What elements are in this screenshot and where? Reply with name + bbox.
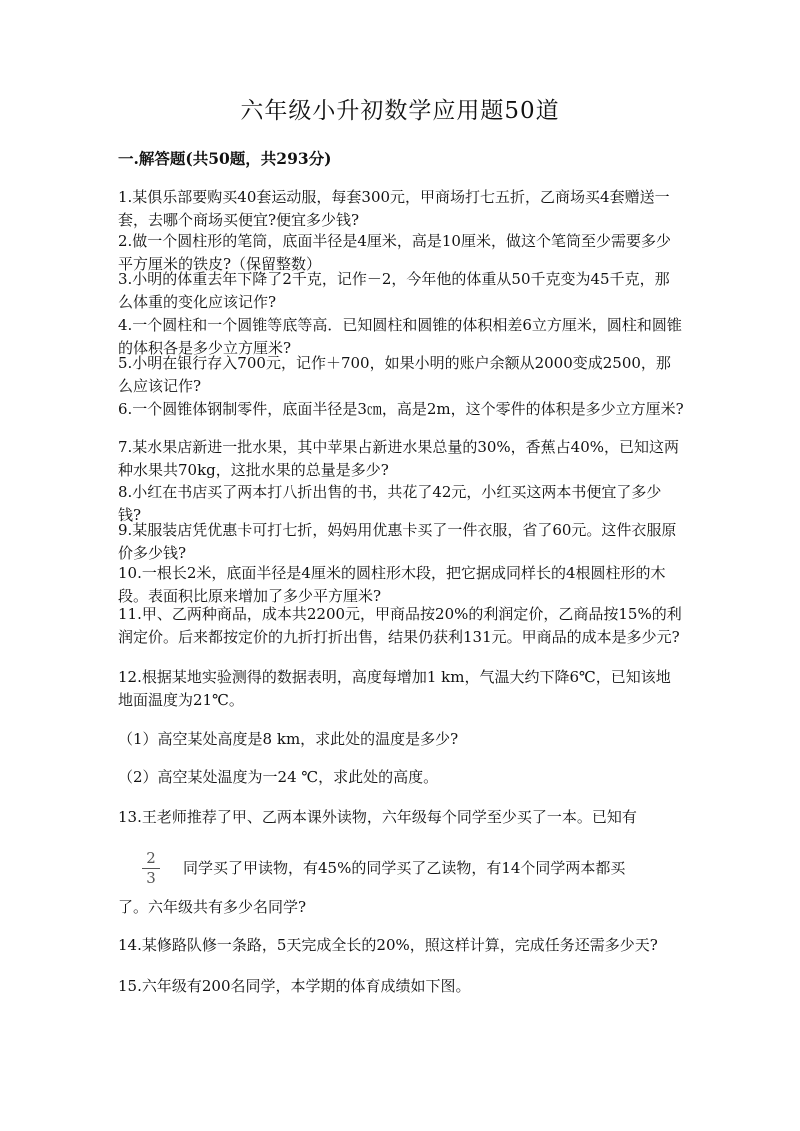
- question-11: 11.甲、乙两种商品，成本共2200元，甲商品按20%的利润定价，乙商品按15%的利润定价。后来都按定价的九折打折出售，结果仍获利131元。甲商品的成本是多少元?: [118, 605, 682, 646]
- question-12-sub-2: （2）高空某处温度为一24 ℃，求此处的高度。: [118, 768, 439, 786]
- question-4: 4.一个圆柱和一个圆锥等底等高．已知圆柱和圆锥的体积相差6立方厘米，圆柱和圆锥的体积各是多少立方厘米?: [118, 316, 682, 357]
- section-heading: 一.解答题(共50题，共293分): [118, 149, 332, 168]
- question-14: 14.某修路队修一条路，5天完成全长的20%，照这样计算，完成任务还需多少天?: [118, 936, 658, 954]
- question-13-line-3: 了。六年级共有多少名同学?: [118, 898, 307, 916]
- question-13-line-2: 同学买了甲读物，有45%的同学买了乙读物，有14个同学两本都买: [183, 859, 626, 877]
- question-15: 15.六年级有200名同学，本学期的体育成绩如下图。: [118, 977, 471, 995]
- question-6: 6.一个圆锥体钢制零件，底面半径是3㎝，高是2m，这个零件的体积是多少立方厘米?: [118, 400, 684, 418]
- question-3: 3.小明的体重去年下降了2千克，记作－2，今年他的体重从50千克变为45千克，那么体重的变化应该记作?: [118, 270, 670, 311]
- question-10: 10.一根长2米，底面半径是4厘米的圆柱形木段，把它据成同样长的4根圆柱形的木段。表面积比原来增加了多少平方厘米?: [118, 564, 666, 605]
- question-12: 12.根据某地实验测得的数据表明，高度每增加1 km，气温大约下降6℃，已知该地地面温度为21℃。: [118, 668, 671, 709]
- page-title: 六年级小升初数学应用题50道: [240, 98, 560, 124]
- fraction-numerator: 2: [146, 849, 156, 867]
- question-7: 7.某水果店新进一批水果，其中苹果占新进水果总量的30%，香蕉占40%，已知这两种水果共70kg，这批水果的总量是多少?: [118, 438, 679, 479]
- question-12-sub-1: （1）高空某处高度是8 km，求此处的温度是多少?: [118, 730, 459, 748]
- question-9: 9.某服装店凭优惠卡可打七折，妈妈用优惠卡买了一件衣服，省了60元。这件衣服原价多少钱?: [118, 521, 677, 562]
- fraction-two-thirds: [140, 850, 162, 887]
- question-13-line-1: 13.王老师推荐了甲、乙两本课外读物，六年级每个同学至少买了一本。已知有: [118, 808, 637, 826]
- fraction-denominator: 3: [146, 869, 156, 887]
- question-2: 2.做一个圆柱形的笔筒，底面半径是4厘米，高是10厘米，做这个笔筒至少需要多少平方厘米的铁皮?（保留整数）: [118, 232, 671, 273]
- question-5: 5.小明在银行存入700元，记作＋700，如果小明的账户余额从2000变成2500，那么应该记作?: [118, 354, 671, 395]
- question-8: 8.小红在书店买了两本打八折出售的书，共花了42元，小红买这两本书便宜了多少钱?: [118, 483, 662, 524]
- question-1: 1.某俱乐部要购买40套运动服，每套300元，甲商场打七五折，乙商场买4套赠送一套，去哪个商场买便宜?便宜多少钱?: [118, 188, 670, 229]
